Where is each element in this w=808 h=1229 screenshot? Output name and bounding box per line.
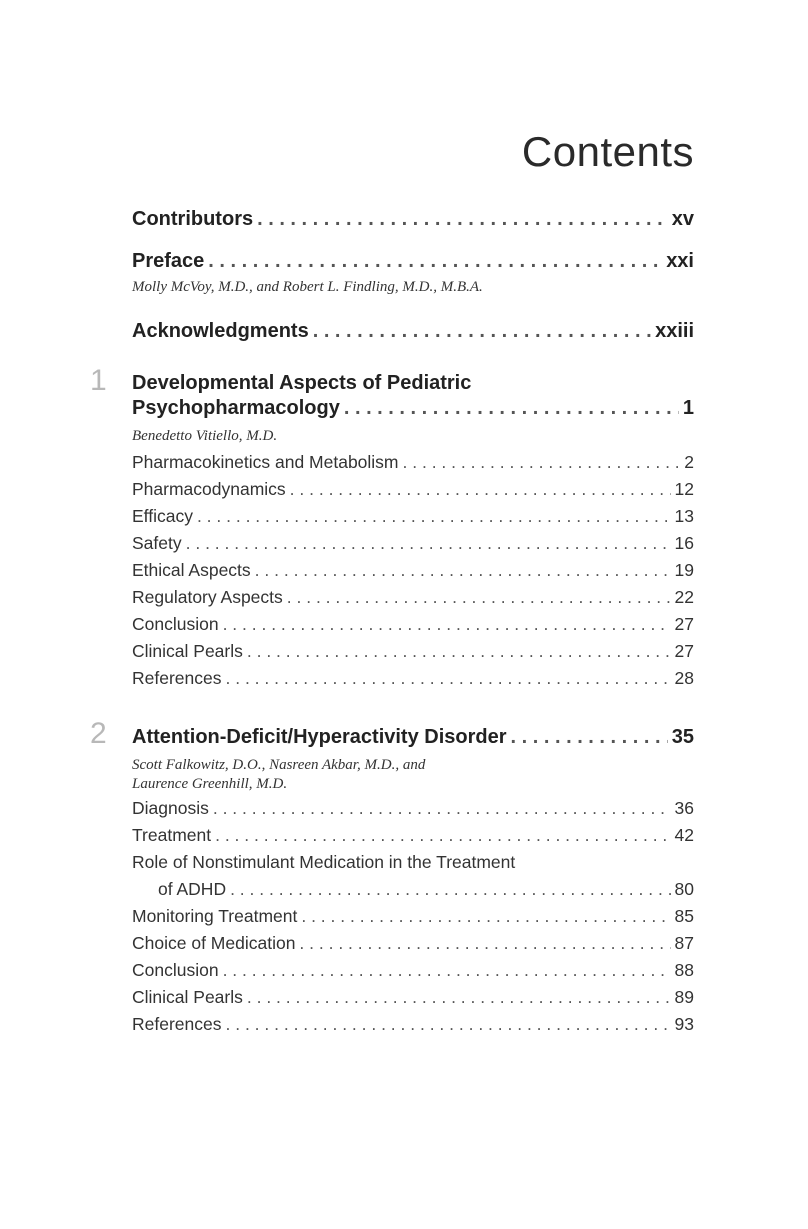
dot-leader — [287, 584, 671, 611]
toc-section[interactable] — [132, 476, 694, 503]
toc-entry-chapter-2[interactable] — [132, 726, 694, 749]
section-label-line2: of ADHD — [158, 879, 227, 899]
section-label: Treatment — [132, 825, 212, 845]
chapter-author-line1: Scott Falkowitz, D.O., Nasreen Akbar, M.D., and — [132, 757, 426, 773]
dot-leader — [197, 503, 671, 530]
dot-leader — [208, 250, 662, 273]
front-matter-acknowledgments — [132, 320, 694, 343]
section-page: 80 — [674, 879, 694, 899]
dot-leader — [230, 876, 670, 903]
section-page: 16 — [674, 533, 694, 553]
section-page: 42 — [674, 825, 694, 845]
section-page: 19 — [674, 560, 694, 580]
entry-label: Psychopharmacology — [132, 397, 340, 419]
section-page: 27 — [674, 641, 694, 661]
section-label: Monitoring Treatment — [132, 906, 298, 926]
entry-label: Acknowledgments — [132, 320, 309, 342]
entry-label: Contributors — [132, 208, 254, 230]
section-page: 27 — [674, 614, 694, 634]
dot-leader — [226, 665, 671, 692]
section-label: Diagnosis — [132, 798, 209, 818]
toc-entry-contributors[interactable] — [132, 208, 694, 231]
toc-section[interactable] — [132, 449, 694, 476]
entry-page: xv — [671, 208, 694, 230]
dot-leader — [344, 397, 679, 420]
section-page: 13 — [674, 506, 694, 526]
section-label: Safety — [132, 533, 182, 553]
toc-section[interactable] — [132, 611, 694, 638]
section-label: Efficacy — [132, 506, 193, 526]
toc-section[interactable] — [132, 903, 694, 930]
entry-page: xxi — [666, 250, 694, 272]
section-page: 88 — [674, 960, 694, 980]
entry-label: Attention-Deficit/Hyperactivity Disorder — [132, 726, 507, 748]
toc-section[interactable] — [132, 665, 694, 692]
chapter-number: 1 — [90, 364, 107, 397]
dot-leader — [290, 476, 671, 503]
section-label: Regulatory Aspects — [132, 587, 283, 607]
toc-section[interactable] — [132, 584, 694, 611]
toc-section[interactable] — [132, 822, 694, 849]
section-page: 87 — [674, 933, 694, 953]
dot-leader — [257, 208, 668, 231]
section-label-line1[interactable]: Role of Nonstimulant Medication in the Treatment — [132, 852, 516, 872]
toc-section[interactable] — [132, 957, 694, 984]
entry-page: xxiii — [655, 320, 694, 342]
toc-entry-acknowledgments[interactable] — [132, 320, 694, 343]
entry-label: Preface — [132, 250, 205, 272]
chapter-author-line2: Laurence Greenhill, M.D. — [132, 776, 288, 792]
section-page: 2 — [684, 452, 694, 472]
toc-section[interactable] — [132, 984, 694, 1011]
chapter-title-line1[interactable]: Developmental Aspects of Pediatric — [132, 372, 472, 394]
section-label: Pharmacokinetics and Metabolism — [132, 452, 399, 472]
toc-section[interactable] — [132, 930, 694, 957]
dot-leader — [313, 320, 651, 343]
entry-page: 1 — [682, 397, 694, 419]
chapter-number: 2 — [90, 717, 107, 750]
section-page: 28 — [674, 668, 694, 688]
dot-leader — [226, 1011, 671, 1038]
toc-section[interactable] — [132, 876, 694, 903]
page-title: Contents — [521, 128, 694, 175]
chapter-1 — [132, 372, 694, 692]
section-label: Pharmacodynamics — [132, 479, 286, 499]
section-page: 36 — [674, 798, 694, 818]
dot-leader — [215, 822, 670, 849]
toc-section[interactable] — [132, 795, 694, 822]
front-matter-preface — [132, 250, 694, 296]
entry-page: 35 — [671, 726, 694, 748]
dot-leader — [223, 957, 671, 984]
toc-section[interactable] — [132, 530, 694, 557]
dot-leader — [213, 795, 671, 822]
dot-leader — [247, 638, 671, 665]
section-label: Ethical Aspects — [132, 560, 251, 580]
toc-section[interactable] — [132, 557, 694, 584]
section-label: Conclusion — [132, 960, 219, 980]
section-page: 22 — [674, 587, 694, 607]
front-matter-list — [132, 208, 694, 231]
section-label: Clinical Pearls — [132, 987, 243, 1007]
toc-section[interactable] — [132, 503, 694, 530]
dot-leader — [301, 903, 670, 930]
chapter-2 — [132, 726, 694, 1038]
dot-leader — [255, 557, 671, 584]
section-label: Choice of Medication — [132, 933, 296, 953]
toc-section[interactable] — [132, 1011, 694, 1038]
section-page: 89 — [674, 987, 694, 1007]
section-label: Clinical Pearls — [132, 641, 243, 661]
toc-entry-chapter-1[interactable] — [132, 397, 694, 420]
dot-leader — [247, 984, 671, 1011]
chapter-author: Benedetto Vitiello, M.D. — [132, 428, 278, 444]
dot-leader — [186, 530, 671, 557]
section-page: 93 — [674, 1014, 694, 1034]
dot-leader — [223, 611, 671, 638]
preface-authors: Molly McVoy, M.D., and Robert L. Findling, M.D., M.B.A. — [132, 279, 483, 295]
dot-leader — [403, 449, 681, 476]
section-label: Conclusion — [132, 614, 219, 634]
dot-leader — [511, 726, 668, 749]
toc-section[interactable] — [132, 638, 694, 665]
section-page: 85 — [674, 906, 694, 926]
section-page: 12 — [674, 479, 694, 499]
dot-leader — [299, 930, 670, 957]
toc-entry-preface[interactable] — [132, 250, 694, 273]
section-label: References — [132, 668, 222, 688]
section-label: References — [132, 1014, 222, 1034]
